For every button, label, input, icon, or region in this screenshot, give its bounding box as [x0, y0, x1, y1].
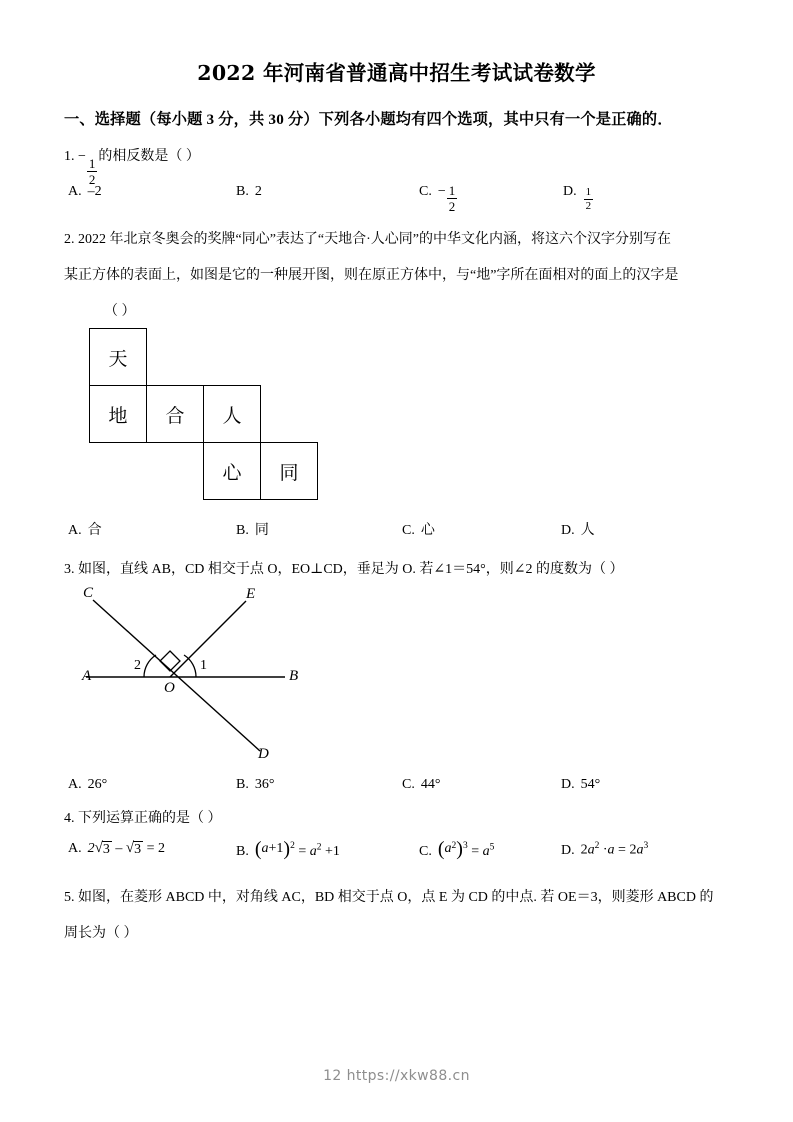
question-1-fraction — [87, 157, 98, 186]
option-label: B. — [236, 844, 249, 859]
net-cell-ren: 人 — [203, 385, 261, 443]
option-fraction — [584, 187, 594, 212]
question-5-line-2: 周长为（ ） — [64, 926, 138, 941]
option-text: ( a $^2$ ) $^3$ = $a^5$ — [437, 838, 495, 860]
option-4-c[interactable] — [419, 838, 495, 860]
page-title: 2022 年河南省普通高中招生考试试卷数学 — [197, 61, 596, 85]
fraction-numerator: 1 — [448, 183, 456, 198]
intersecting-lines-figure — [70, 583, 350, 778]
question-1-stem-pre: − — [78, 149, 86, 164]
geometry-svg — [70, 583, 350, 778]
net-cell-xin: 心 — [203, 442, 261, 500]
question-2-options — [0, 519, 793, 553]
option-1-b[interactable] — [236, 184, 262, 200]
label-point-a: A — [82, 668, 92, 684]
net-cell-di: 地 — [89, 385, 147, 443]
line-cd — [93, 600, 260, 751]
option-text: 44° — [420, 777, 441, 792]
option-text: 2 — [254, 184, 262, 199]
net-cell-he: 合 — [146, 385, 204, 443]
question-1-number: 1. — [64, 149, 75, 164]
option-3-c[interactable] — [402, 777, 440, 793]
option-label: B. — [236, 184, 249, 199]
question-3-options — [0, 777, 793, 811]
question-2-line-3: （ ） — [104, 304, 136, 319]
option-label: A. — [68, 523, 82, 538]
option-3-a[interactable] — [68, 777, 107, 793]
option-4-a[interactable] — [68, 841, 165, 857]
option-text: − — [437, 184, 446, 199]
section-heading: 一、选择题（每小题 3 分，共 30 分）下列各小题均有四个选项，其中只有一个是正确的． — [64, 111, 673, 128]
net-cell-tian: 天 — [89, 328, 147, 386]
option-label: C. — [419, 184, 432, 199]
option-label: B. — [236, 777, 249, 792]
option-4-d[interactable] — [561, 841, 648, 859]
option-2-d[interactable] — [561, 519, 595, 539]
option-label: C. — [419, 844, 432, 859]
option-text: 36° — [254, 777, 275, 792]
cube-net-diagram — [89, 328, 329, 502]
angle-2-label: 2 — [134, 658, 141, 673]
option-1-c[interactable] — [419, 184, 458, 213]
option-text: ( a +1 ) $^2$ = $a^2 +1$ — [254, 838, 340, 860]
option-label: A. — [68, 841, 82, 856]
option-label: D. — [561, 523, 575, 538]
option-text: 心 — [420, 523, 435, 538]
fraction-denominator: 2 — [585, 200, 592, 212]
option-text: 人 — [580, 523, 595, 538]
option-3-b[interactable] — [236, 777, 274, 793]
option-2-c[interactable] — [402, 519, 435, 539]
angle-1-label: 1 — [200, 658, 207, 673]
net-cell-tong: 同 — [260, 442, 318, 500]
fraction-numerator: 1 — [585, 186, 592, 198]
label-point-c: C — [83, 585, 94, 601]
label-point-e: E — [246, 586, 256, 602]
option-label: B. — [236, 523, 249, 538]
option-4-b[interactable] — [236, 838, 340, 860]
label-point-d: D — [258, 746, 269, 762]
option-label: D. — [563, 184, 577, 199]
option-label: A. — [68, 184, 82, 199]
option-text: 合 — [87, 523, 102, 538]
option-text: 26° — [87, 777, 108, 792]
option-1-d[interactable] — [563, 184, 594, 212]
option-text: $2a^2 \cdot a = 2a^3$ — [580, 841, 649, 858]
option-label: C. — [402, 523, 415, 538]
footer-watermark: 12 https://xkw88.cn — [323, 1068, 470, 1084]
option-label: D. — [561, 777, 575, 792]
question-2-line-2: 某正方体的表面上，如图是它的一种展开图，则在原正方体中，与“地”字所在面相对的面上的汉字是 — [64, 268, 679, 283]
fraction-denominator: 2 — [448, 199, 456, 214]
option-2-a[interactable] — [68, 519, 102, 539]
option-text: –2 — [87, 184, 102, 199]
option-label: A. — [68, 777, 82, 792]
fraction-denominator: 2 — [88, 171, 96, 187]
option-3-d[interactable] — [561, 777, 600, 793]
question-2-line-1: 2. 2022 年北京冬奥会的奖牌“同心”表达了“天地合·人心同”的中华文化内涵，将这六个汉字分别写在 — [64, 232, 672, 247]
option-text: 54° — [580, 777, 601, 792]
option-1-a[interactable] — [68, 184, 102, 200]
question-4-line-1: 4. 下列运算正确的是（ ） — [64, 811, 222, 826]
option-text: 同 — [254, 523, 269, 538]
option-text: 2 √ 3 – √ 3 = 2 — [87, 840, 165, 857]
question-4-options — [0, 838, 793, 875]
option-label: C. — [402, 777, 415, 792]
right-angle-mark — [160, 651, 180, 671]
question-5-line-1: 5. 如图，在菱形 ABCD 中，对角线 AC，BD 相交于点 O，点 E 为 CD 的中点. 若 OE＝3，则菱形 ABCD 的 — [64, 890, 714, 905]
label-point-b: B — [289, 668, 299, 684]
option-2-b[interactable] — [236, 519, 269, 539]
option-fraction — [447, 184, 458, 213]
question-1-options — [0, 184, 793, 218]
label-point-o: O — [164, 680, 175, 696]
angle-2-arc — [144, 655, 156, 677]
question-3-line-1: 3. 如图，直线 AB，CD 相交于点 O，EO⊥CD，垂足为 O. 若∠1＝54°，则∠2 的度数为（ ） — [64, 562, 624, 577]
option-label: D. — [561, 842, 575, 858]
question-1-stem — [64, 146, 200, 186]
fraction-numerator: 1 — [88, 155, 96, 171]
question-1-stem-post: 的相反数是（ ） — [98, 149, 200, 164]
angle-1-arc — [184, 655, 196, 677]
ray-oe — [170, 601, 246, 677]
